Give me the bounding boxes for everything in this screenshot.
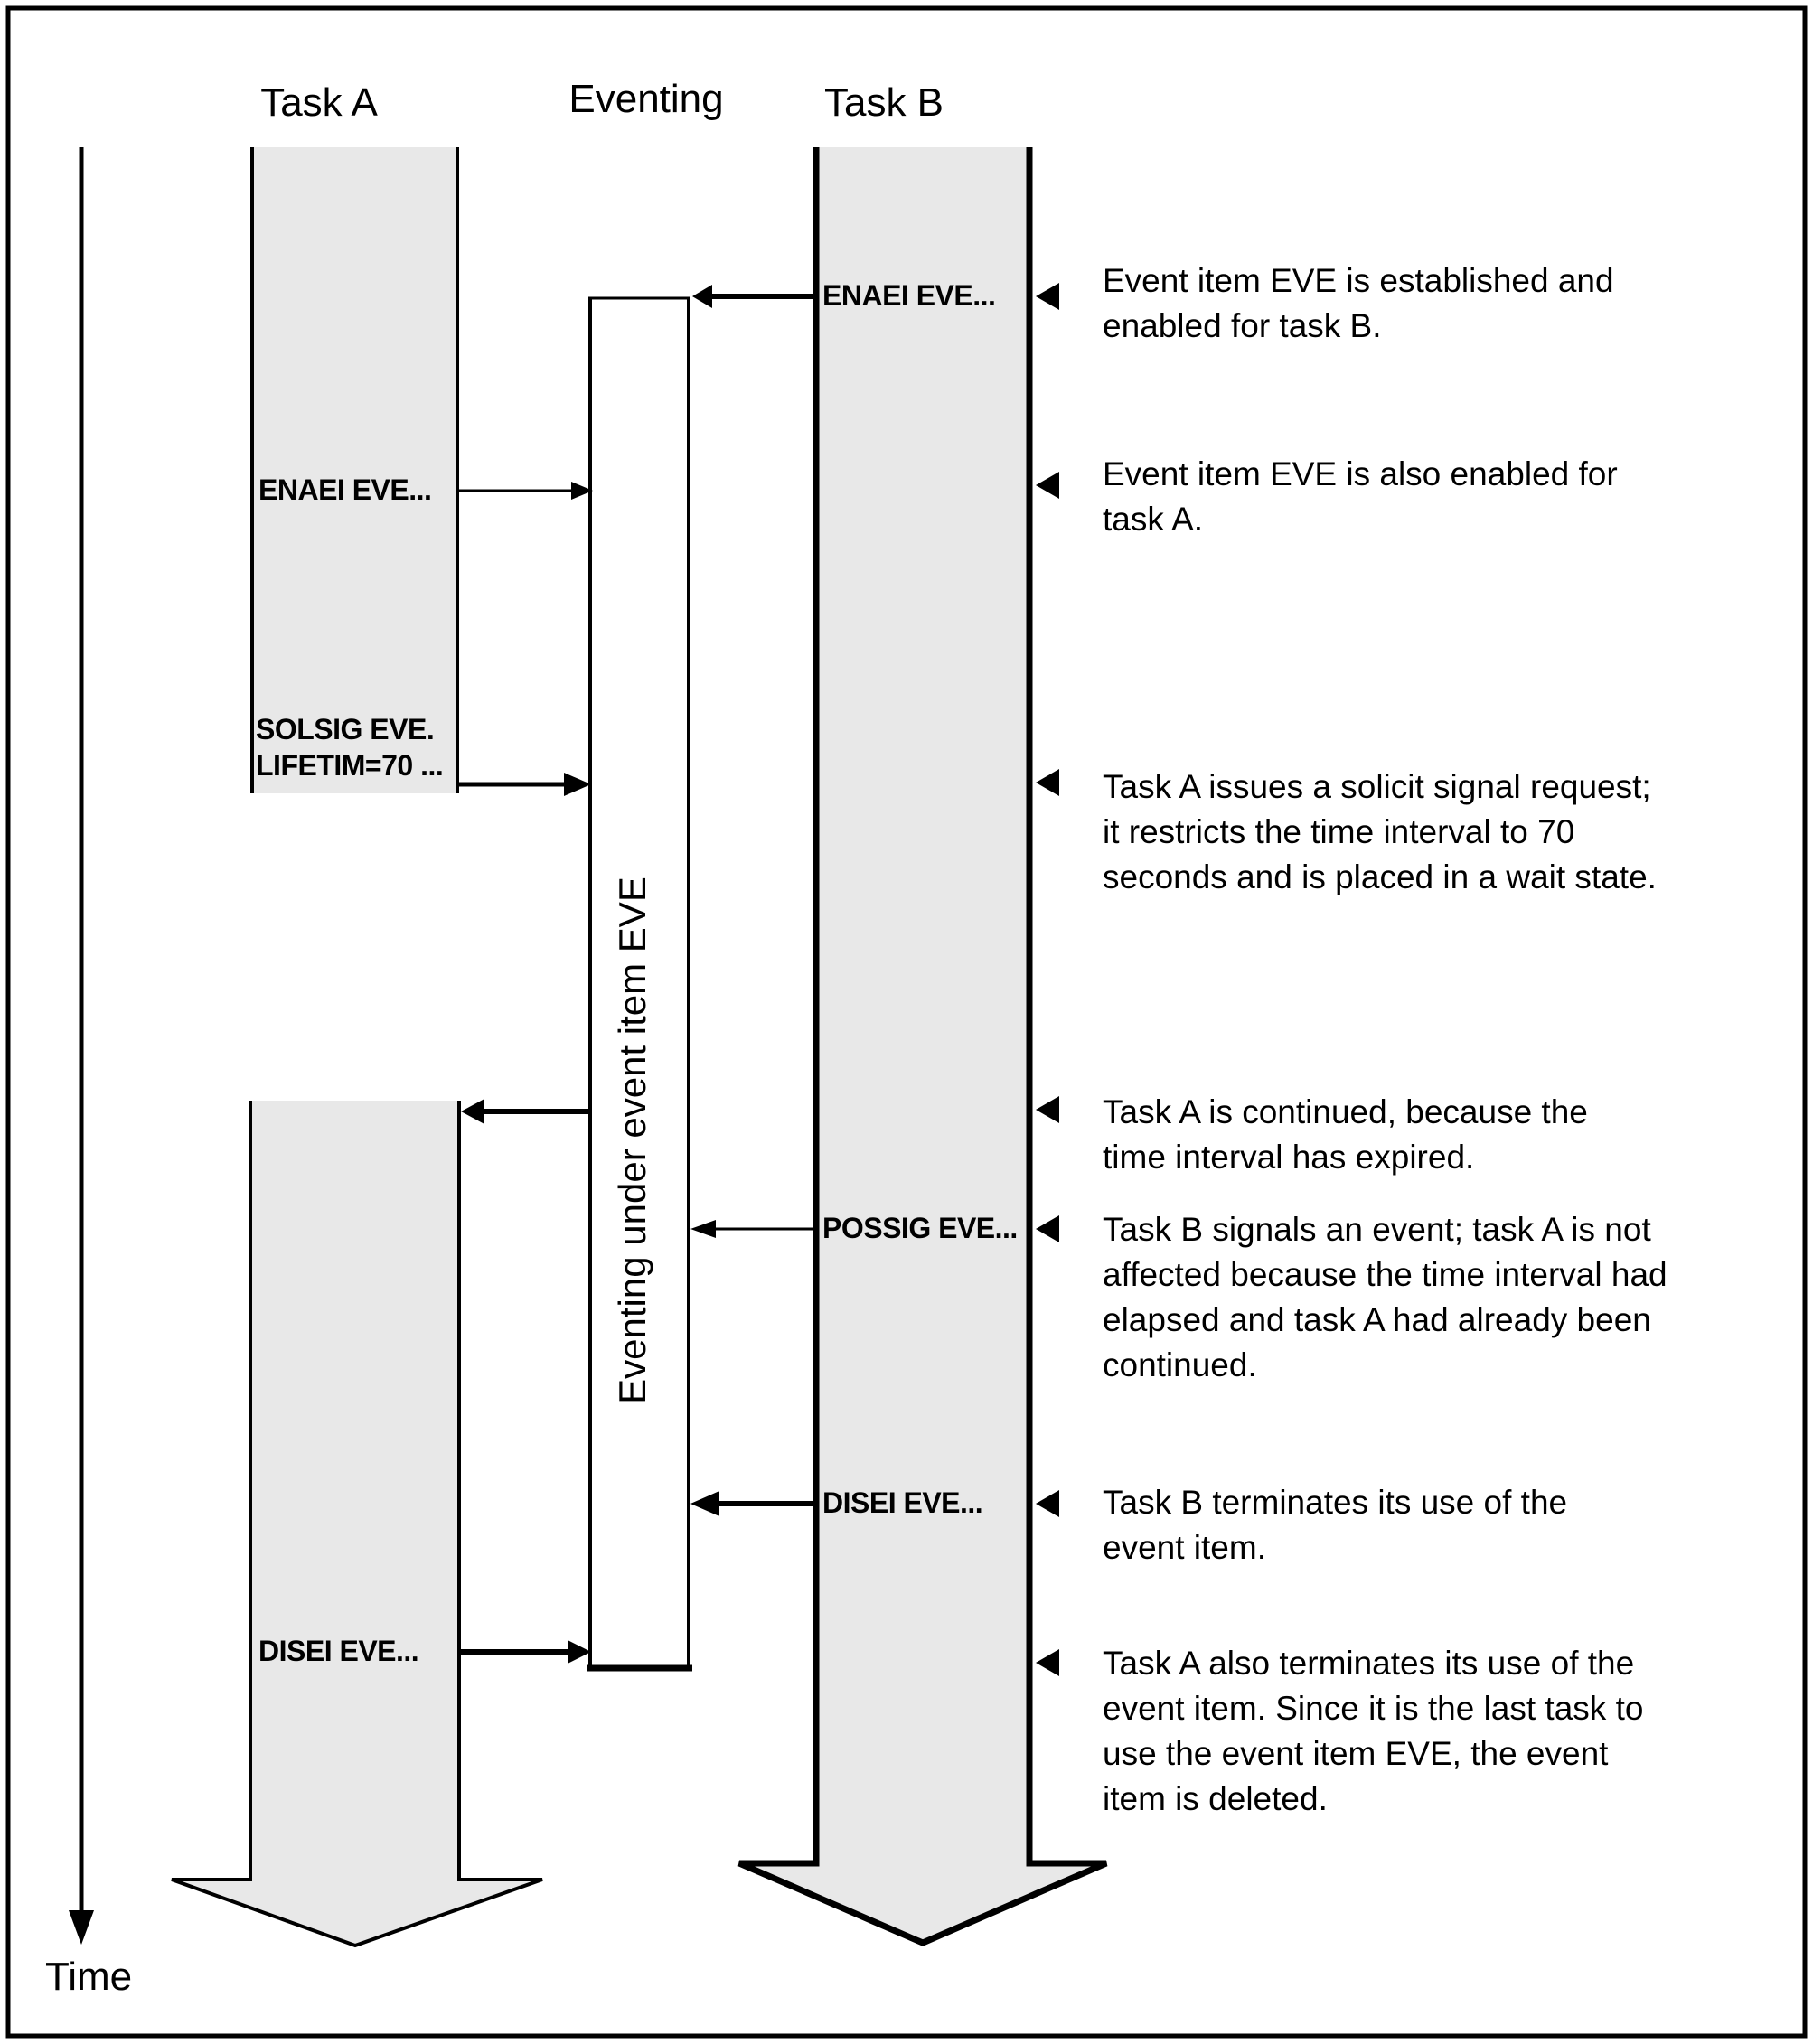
annotation: [1103, 1480, 1771, 1571]
header-task-b: Task B: [823, 80, 944, 125]
disei-task-b-arrow: [690, 1491, 813, 1516]
annotation: [1103, 1090, 1771, 1180]
annotation-5-pointer-icon: [1036, 1215, 1059, 1242]
time-axis: [45, 147, 132, 1999]
annotation-line: continued.: [1103, 1346, 1257, 1383]
task-b-possig-label: POSSIG EVE...: [822, 1212, 1018, 1244]
header-task-a: Task A: [260, 80, 378, 125]
annotation-1-pointer-icon: [1036, 283, 1059, 310]
solsig-arrow: [459, 773, 591, 796]
task-a-lifeline-upper: [250, 147, 459, 793]
annotation-line: Task A is continued, because the: [1103, 1093, 1588, 1130]
task-a-continue-arrowhead-icon: [461, 1099, 484, 1124]
task-a-lower-bar: [172, 1101, 542, 1946]
annotation-line: task A.: [1103, 501, 1204, 538]
task-a-continue-arrow: [461, 1099, 590, 1124]
annotation-line: seconds and is placed in a wait state.: [1103, 858, 1657, 895]
time-axis-label: Time: [45, 1955, 133, 1999]
possig-arrowhead-icon: [690, 1220, 716, 1238]
task-b-enaei-label: ENAEI EVE...: [822, 279, 996, 312]
annotation-line: Task A also terminates its use of the: [1103, 1645, 1635, 1682]
task-b-disei-label: DISEI EVE...: [822, 1486, 983, 1519]
enaei-task-b-arrowhead-icon: [692, 285, 712, 308]
task-a-solsig-label-line1: SOLSIG EVE.: [256, 713, 435, 745]
annotation-3-pointer-icon: [1036, 769, 1059, 796]
annotation-6-pointer-icon: [1036, 1490, 1059, 1517]
annotation-line: Task B terminates its use of the: [1103, 1484, 1568, 1521]
annotation: [1103, 1207, 1771, 1388]
disei-task-a-arrow: [459, 1640, 591, 1664]
annotation-line: it restricts the time interval to 70: [1103, 813, 1575, 850]
disei-task-a-arrowhead-icon: [568, 1640, 591, 1664]
task-b-lifeline: [739, 147, 1106, 1943]
annotation-line: affected because the time interval had: [1103, 1256, 1667, 1293]
annotation-line: Event item EVE is established and: [1103, 262, 1614, 299]
annotation: [1103, 764, 1771, 900]
possig-arrow: [690, 1220, 813, 1238]
disei-task-b-arrowhead-icon: [690, 1491, 719, 1516]
task-b-bar: [739, 147, 1106, 1943]
annotation: [1103, 258, 1771, 349]
annotation-line: elapsed and task A had already been: [1103, 1301, 1651, 1338]
annotation-line: time interval has expired.: [1103, 1139, 1475, 1176]
solsig-arrowhead-icon: [564, 773, 591, 796]
task-a-solsig-label-line2: LIFETIM=70 ...: [256, 749, 444, 782]
annotation-line: item is deleted.: [1103, 1780, 1328, 1817]
task-a-enaei-label: ENAEI EVE...: [258, 473, 432, 506]
header-eventing: Eventing: [568, 77, 724, 121]
annotation-line: event item.: [1103, 1529, 1266, 1566]
enaei-task-b-arrow: [692, 285, 813, 308]
annotation-7-pointer-icon: [1036, 1649, 1059, 1676]
task-a-upper-bar: [250, 147, 459, 793]
annotation-line: use the event item EVE, the event: [1103, 1735, 1609, 1772]
annotation-2-pointer-icon: [1036, 472, 1059, 499]
enaei-task-a-arrow: [459, 482, 593, 500]
annotation-line: Task B signals an event; task A is not: [1103, 1211, 1651, 1248]
eventing-box: [587, 298, 692, 1668]
task-a-lifeline-lower: [172, 1101, 542, 1946]
annotation-line: enabled for task B.: [1103, 307, 1382, 344]
annotation: [1103, 1641, 1771, 1822]
annotation-4-pointer-icon: [1036, 1096, 1059, 1123]
eventing-box-vertical-label: Eventing under event item EVE: [611, 877, 653, 1404]
annotation-line: Event item EVE is also enabled for: [1103, 455, 1618, 492]
annotation-line: event item. Since it is the last task to: [1103, 1690, 1644, 1727]
annotation-line: Task A issues a solicit signal request;: [1103, 768, 1651, 805]
annotation: [1103, 452, 1771, 542]
task-a-disei-label: DISEI EVE...: [258, 1635, 419, 1667]
time-axis-arrowhead-icon: [69, 1910, 94, 1945]
